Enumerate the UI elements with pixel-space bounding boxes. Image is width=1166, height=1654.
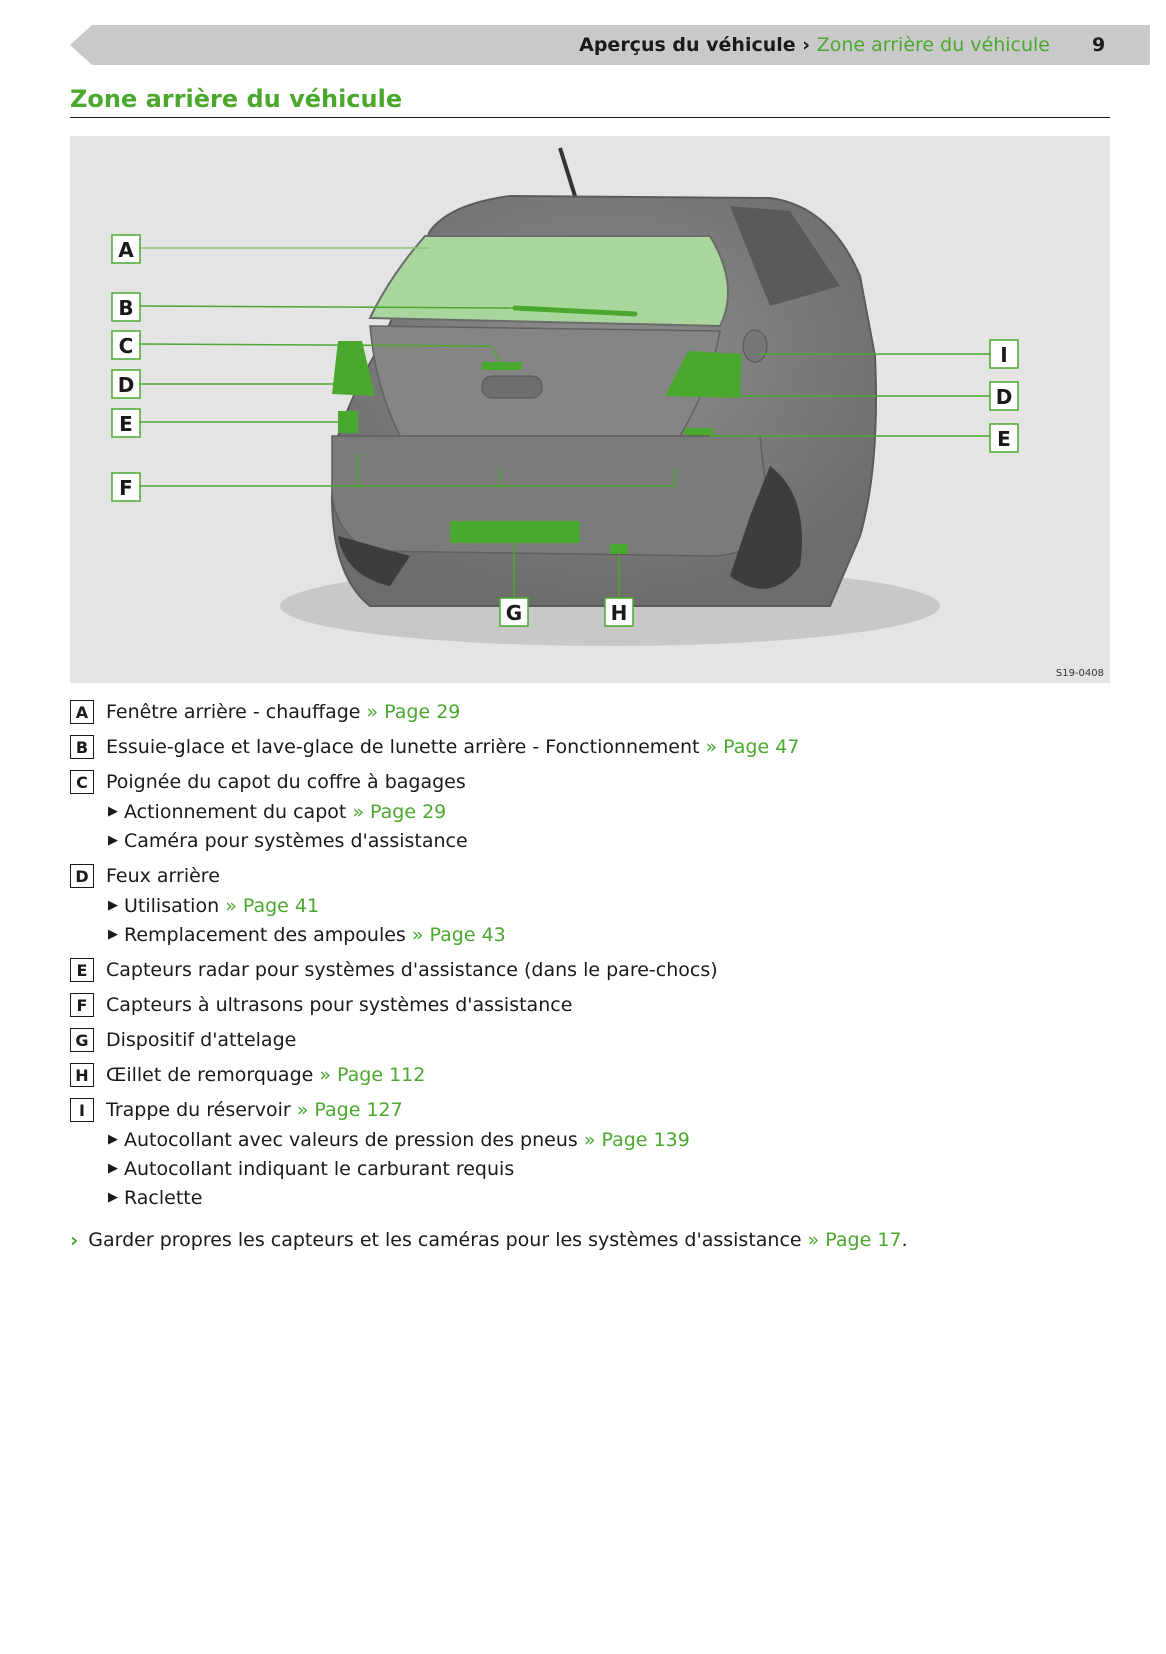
legend-subitem: ▶ Actionnement du capot » Page 29: [108, 800, 447, 823]
note-text: Garder propres les capteurs et les caméras pour les systèmes d'assistance » Page 17.: [88, 1229, 908, 1251]
triangle-bullet-icon: ▶: [108, 1161, 118, 1176]
legend-item-g: [70, 1026, 1110, 1054]
legend-list: [70, 698, 1110, 1219]
footer-note: [70, 1228, 908, 1252]
page-link[interactable]: » Page 29: [352, 800, 447, 823]
license-recess: [482, 376, 542, 398]
callout-d-left: [112, 370, 140, 398]
legend-text: Œillet de remorquage » Page 112: [106, 1064, 426, 1086]
legend-badge: A: [70, 700, 94, 724]
chevron-right-icon: ›: [70, 1228, 79, 1252]
legend-text: Essuie-glace et lave-glace de lunette arrière - Fonctionnement » Page 47: [106, 736, 800, 758]
svg-text:E: E: [997, 427, 1011, 451]
legend-text: Capteurs à ultrasons pour systèmes d'assistance: [106, 994, 573, 1016]
header-section: Aperçus du véhicule: [579, 34, 796, 56]
page-link[interactable]: » Page 112: [319, 1064, 426, 1086]
svg-text:A: A: [118, 238, 134, 262]
callout-e-right: [990, 424, 1018, 452]
callout-i: [990, 340, 1018, 368]
legend-item-b: [70, 733, 1110, 761]
legend-item-e: [70, 956, 1110, 984]
fuel-door: [743, 330, 767, 362]
legend-badge: H: [70, 1063, 94, 1087]
legend-item-d: [70, 862, 1110, 949]
legend-subitem: ▶ Caméra pour systèmes d'assistance: [108, 829, 468, 852]
legend-badge: E: [70, 958, 94, 982]
legend-text: Dispositif d'attelage: [106, 1029, 297, 1051]
page-number: 9: [1092, 34, 1106, 56]
legend-badge: G: [70, 1028, 94, 1052]
tow-hitch-highlight: [450, 521, 580, 543]
legend-item-i: [70, 1096, 1110, 1212]
page-link[interactable]: » Page 127: [296, 1099, 403, 1121]
towing-eye-highlight: [610, 544, 628, 554]
callout-e-left: [112, 409, 140, 437]
rear-window-highlight: [370, 236, 728, 326]
antenna: [560, 148, 575, 196]
legend-text: Capteurs radar pour systèmes d'assistance (dans le pare-chocs): [106, 959, 718, 981]
callout-a: [112, 235, 140, 263]
svg-text:G: G: [505, 601, 523, 625]
vehicle-rear-illustration: [70, 136, 1110, 683]
legend-badge: B: [70, 735, 94, 759]
triangle-bullet-icon: ▶: [108, 1132, 118, 1147]
callout-d-right: [990, 382, 1018, 410]
legend-badge: F: [70, 993, 94, 1017]
page-link[interactable]: » Page 139: [583, 1128, 690, 1151]
page-link[interactable]: » Page 29: [366, 701, 461, 723]
triangle-bullet-icon: ▶: [108, 833, 118, 848]
legend-badge: C: [70, 770, 94, 794]
svg-text:B: B: [118, 296, 134, 320]
legend-text: Poignée du capot du coffre à bagages: [106, 771, 466, 793]
svg-text:E: E: [119, 412, 133, 436]
legend-subitem: ▶ Remplacement des ampoules » Page 43: [108, 923, 506, 946]
triangle-bullet-icon: ▶: [108, 898, 118, 913]
legend-item-a: [70, 698, 1110, 726]
svg-text:C: C: [118, 334, 134, 358]
car-rear-drawing: [70, 136, 1110, 683]
callout-g: [500, 598, 528, 626]
svg-text:F: F: [119, 476, 133, 500]
legend-badge: I: [70, 1098, 94, 1122]
svg-text:D: D: [995, 385, 1013, 409]
legend-text: Fenêtre arrière - chauffage » Page 29: [106, 701, 461, 723]
tailgate: [370, 326, 720, 436]
page-link[interactable]: » Page 47: [705, 736, 800, 758]
legend-text: Trappe du réservoir » Page 127: [106, 1099, 403, 1121]
legend-subitem: ▶ Raclette: [108, 1186, 203, 1209]
legend-item-h: [70, 1061, 1110, 1089]
header-separator: ›: [795, 34, 817, 56]
header-subsection: Zone arrière du véhicule: [816, 34, 1050, 56]
note-link[interactable]: » Page 17: [807, 1229, 902, 1251]
legend-subitem: ▶ Autocollant avec valeurs de pression des pneus » Page 139: [108, 1128, 690, 1151]
legend-badge: D: [70, 864, 94, 888]
svg-text:I: I: [1000, 343, 1008, 367]
title-divider: [70, 117, 1110, 118]
triangle-bullet-icon: ▶: [108, 804, 118, 819]
page-title: Zone arrière du véhicule: [70, 85, 403, 113]
legend-subitem: ▶ Utilisation » Page 41: [108, 894, 320, 917]
legend-item-f: [70, 991, 1110, 1019]
page-link[interactable]: » Page 41: [225, 894, 320, 917]
legend-item-c: [70, 768, 1110, 855]
svg-text:D: D: [117, 373, 135, 397]
figure-id: S19-0408: [1055, 668, 1104, 679]
legend-text: Feux arrière: [106, 865, 220, 887]
callout-b: [112, 293, 140, 321]
callout-h: [605, 598, 633, 626]
callout-f: [112, 473, 140, 501]
triangle-bullet-icon: ▶: [108, 1190, 118, 1205]
legend-subitem: ▶ Autocollant indiquant le carburant requis: [108, 1157, 515, 1180]
page-link[interactable]: » Page 43: [411, 923, 506, 946]
running-header: [579, 33, 1050, 57]
svg-text:H: H: [610, 601, 628, 625]
callout-c: [112, 331, 140, 359]
triangle-bullet-icon: ▶: [108, 927, 118, 942]
